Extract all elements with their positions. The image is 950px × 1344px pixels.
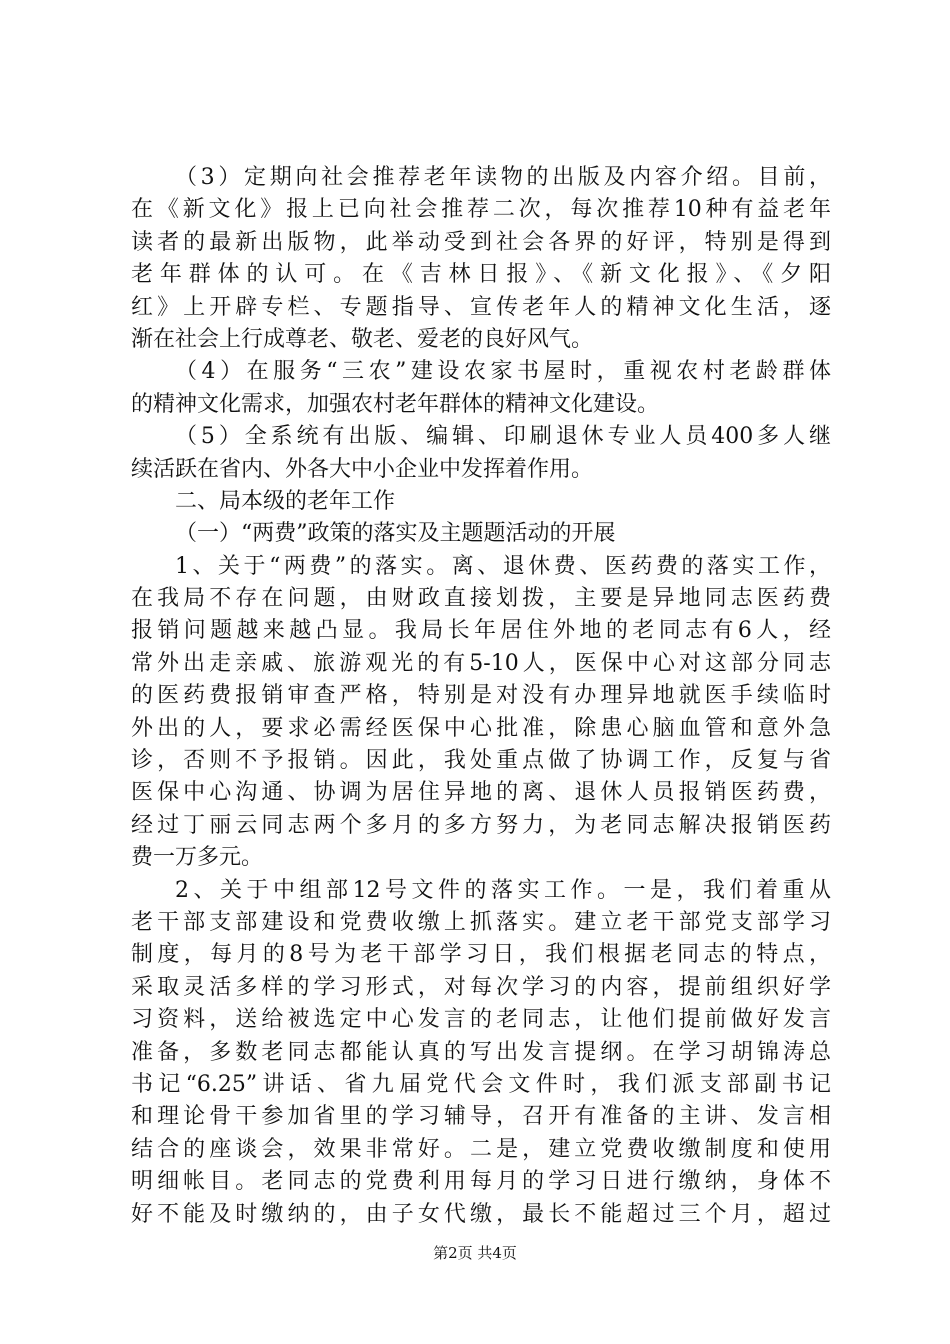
text-line: 结合的座谈会，效果非常好。二是，建立党费收缴制度和使用 — [131, 1136, 831, 1162]
text-line: 在我局不存在问题，由财政直接划拨，主要是异地同志医药费 — [131, 586, 831, 612]
text-line: 和理论骨干参加省里的学习辅导，召开有准备的主讲、发言相 — [131, 1104, 831, 1130]
text-line: 的精神文化需求，加强农村老年群体的精神文化建设。 — [131, 391, 660, 417]
document-body — [131, 162, 831, 1231]
text-line: 读者的最新出版物，此举动受到社会各界的好评，特别是得到 — [131, 229, 831, 255]
text-line: （3）定期向社会推荐老年读物的出版及内容介绍。目前， — [175, 165, 831, 190]
text-line: 的医药费报销审查严格，特别是对没有办理异地就医手续临时 — [131, 683, 831, 709]
text-line: 明细帐目。老同志的党费利用每月的学习日进行缴纳，身体不 — [131, 1169, 831, 1195]
text-line: 渐在社会上行成尊老、敬老、爱老的良好风气。 — [131, 326, 594, 352]
page-footer: 第2页 共4页 — [433, 1244, 517, 1262]
text-line: 费一万多元。 — [131, 845, 264, 871]
text-line: 在《新文化》报上已向社会推荐二次，每次推荐10种有益老年 — [131, 197, 831, 223]
text-line: 红》上开辟专栏、专题指导、宣传老年人的精神文化生活，逐 — [131, 294, 831, 320]
text-line: 常外出走亲戚、旅游观光的有5-10人，医保中心对这部分同志 — [131, 650, 831, 676]
text-line: 采取灵活多样的学习形式，对每次学习的内容，提前组织好学 — [131, 974, 831, 1000]
text-line: 老干部支部建设和党费收缴上抓落实。建立老干部党支部学习 — [131, 909, 831, 935]
text-line: 书记“6.25”讲话、省九届党代会文件时，我们派支部副书记 — [131, 1071, 831, 1097]
text-line: 制度，每月的8号为老干部学习日，我们根据老同志的特点， — [131, 942, 831, 968]
text-line: 经过丁丽云同志两个多月的多方努力，为老同志解决报销医药 — [131, 812, 831, 838]
text-line: 老年群体的认可。在《吉林日报》、《新文化报》、《夕阳 — [131, 262, 831, 288]
text-line: 诊，否则不予报销。因此，我处重点做了协调工作，反复与省 — [131, 748, 831, 774]
text-line: 1、关于“两费”的落实。离、退休费、医药费的落实工作， — [175, 553, 831, 579]
text-line: （一）“两费”政策的落实及主题题活动的开展 — [175, 521, 616, 547]
text-line: （4）在服务“三农”建设农家书屋时，重视农村老龄群体 — [175, 359, 831, 385]
text-line: 好不能及时缴纳的，由子女代缴，最长不能超过三个月，超过 — [131, 1201, 831, 1227]
text-line: 2、关于中组部12号文件的落实工作。一是，我们着重从 — [175, 877, 831, 903]
text-line: 医保中心沟通、协调为居住异地的离、退休人员报销医药费， — [131, 780, 831, 806]
text-line: 二、局本级的老年工作 — [175, 488, 396, 514]
text-line: （5）全系统有出版、编辑、印刷退休专业人员400多人继 — [175, 424, 831, 450]
text-line: 准备，多数老同志都能认真的写出发言提纲。在学习胡锦涛总 — [131, 1039, 831, 1065]
text-line: 外出的人，要求必需经医保中心批准，除患心脑血管和意外急 — [131, 715, 831, 741]
text-line: 续活跃在省内、外各大中小企业中发挥着作用。 — [131, 456, 594, 482]
text-line: 习资料，送给被选定中心发言的老同志，让他们提前做好发言 — [131, 1007, 831, 1033]
text-line: 报销问题越来越凸显。我局长年居住外地的老同志有6人，经 — [131, 618, 831, 644]
